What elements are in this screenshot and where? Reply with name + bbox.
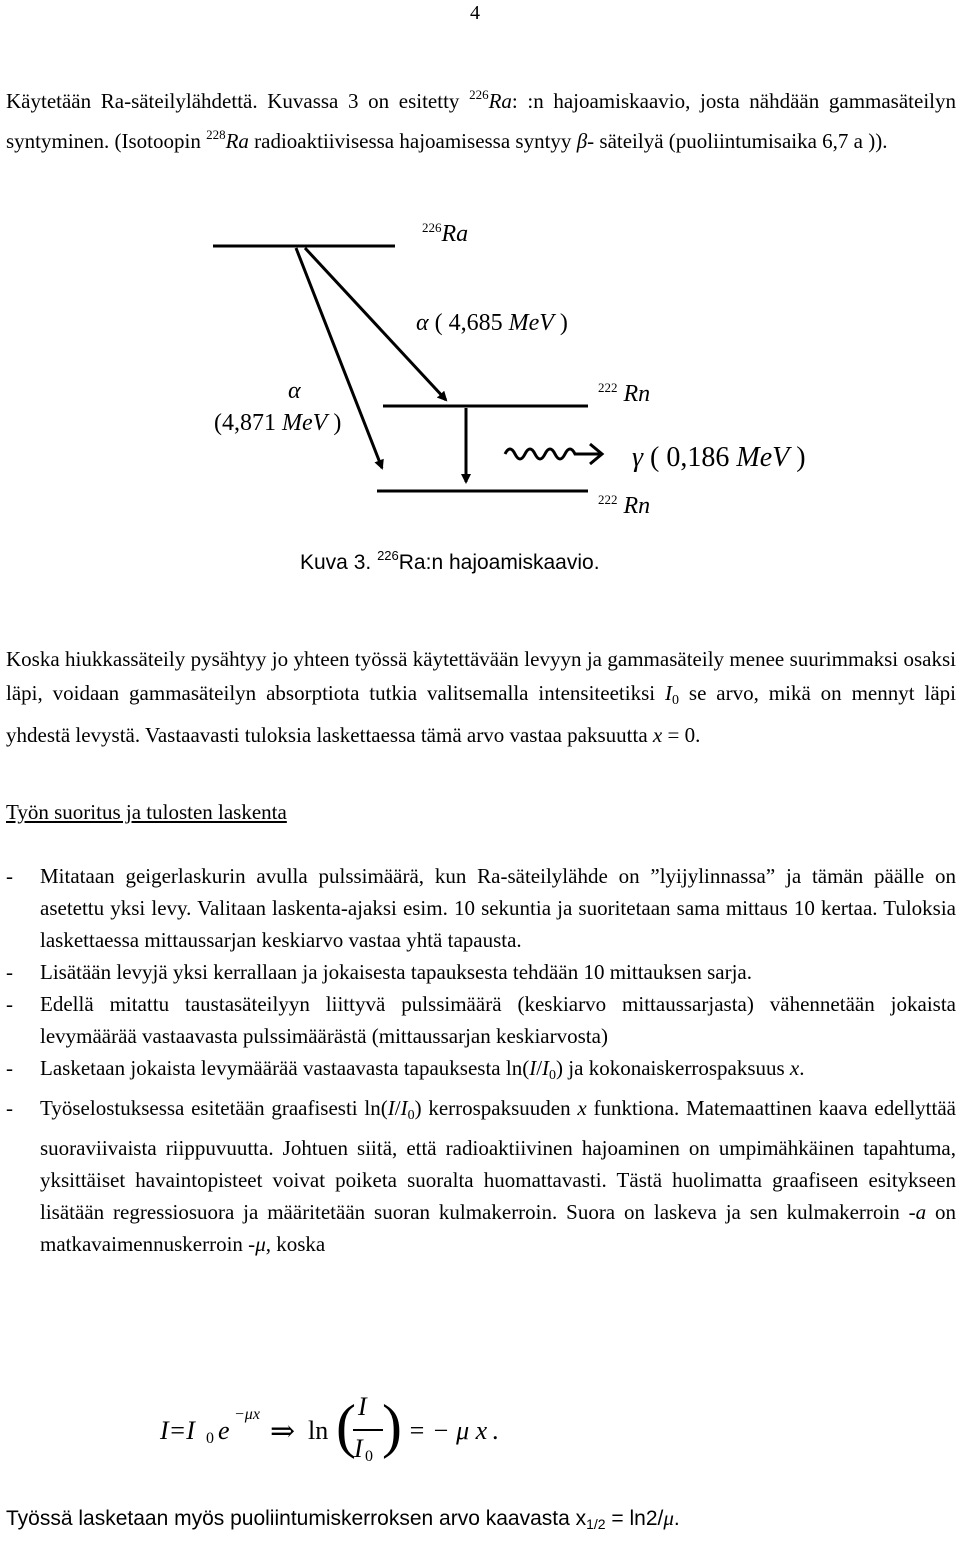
formula-rhs: = − μ x	[408, 1416, 488, 1445]
procedure-step-1: - Mitataan geigerlaskurin avulla pulssimäärä, kun Ra-säteilylähde on ”lyijylinnassa” ja tämän päälle on asetettu yksi levy. Valitaan laskenta-ajaksi esim. 10 sekuntia ja suoritetaan sama mittaus 10 kertaa. Tuloksia laskettaessa mittaussarjan keskiarvo vastaa yhtä tapausta.	[6, 864, 956, 952]
intro-isotope-ra: Ra	[488, 89, 512, 113]
procedure-step-4: - Lasketaan jokaista levymäärää vastaavasta tapauksesta $\ln(I/I_0)$ ja kokonaiskerrospaksuus x.	[6, 1056, 805, 1083]
rn222-ground-label: $^{222}$ Rn	[598, 492, 651, 519]
section-heading: Työn suoritus ja tulosten laskenta	[6, 800, 287, 824]
attenuation-formula	[160, 1392, 520, 1472]
intro-text-3: radioaktiivisessa hajoamisessa syntyy	[248, 129, 577, 153]
rn222-excited-label: $^{222}$ Rn	[598, 380, 651, 407]
alpha-4871-symbol: α	[288, 378, 301, 404]
formula-e: e	[218, 1416, 230, 1445]
page-number: 4	[470, 2, 480, 24]
procedure-step-2: - Lisätään levyjä yksi kerrallaan ja jokaisesta tapauksesta tehdään 10 mittauksen sarja.	[6, 960, 752, 984]
intro-text-4: - säteilyä (puoliintumisaika 6,7 a )).	[587, 129, 888, 153]
formula-left-paren: (	[336, 1393, 356, 1459]
gamma-wave-icon	[505, 449, 600, 459]
formula-ln: ln	[308, 1416, 329, 1445]
formula-denominator: I	[354, 1434, 363, 1463]
formula-numerator: I	[358, 1392, 367, 1421]
intro-isotope-ra-228: Ra	[225, 129, 249, 153]
intro-text-1: Käytetään Ra-säteilylähdettä. Kuvassa 3 on esitetty	[6, 89, 470, 113]
thickness-variable: x	[652, 723, 663, 747]
ra226-label: $^{226}$Ra	[422, 220, 469, 247]
procedure-list	[0, 860, 956, 1260]
alpha-4871-energy-label: (4,871 MeV )	[214, 410, 342, 436]
alpha-4685-label: α ( 4,685 MeV )	[416, 310, 568, 336]
implies-arrow-icon: ⇒	[270, 1415, 296, 1448]
beta-symbol: β	[576, 129, 588, 153]
intensity-variable: I	[664, 681, 672, 705]
absorption-paragraph: Koska hiukkassäteily pysähtyy jo yhteen työssä käytettävään levyyn ja gammasäteily menee suurimmaksi osaksi läpi, voidaan gammasäteilyn absorptiota tutkia valitsemalla intensiteetiksi $I_0$ se arvo, mikä on mennyt läpi yhdestä levystä. Vastaavasti tuloksia laskettaessa tämä arvo vastaa paksuutta x = 0.	[6, 647, 956, 747]
decay-diagram	[0, 210, 960, 550]
formula-right-paren: )	[382, 1393, 402, 1459]
gamma-label: γ ( 0,186 MeV )	[632, 442, 806, 473]
intro-paragraph	[6, 78, 956, 158]
procedure-step-3: - Edellä mitattu taustasäteilyyn liittyvä pulssimäärä (keskiarvo mittaussarjasta) vähennetään jokaista levymäärää vastaavasta pulssimäärästä (mittaussarjan keskiarvosta)	[6, 992, 956, 1048]
figure-caption: Kuva 3. $^{226}$Ra:n hajoamiskaavio.	[300, 548, 600, 574]
procedure-step-5: - Työselostuksessa esitetään graafisesti $\ln(I/I_0)$ kerrospaksuuden x funktiona. Matemaattinen kaava edellyttää suoraviivaista riippuvuutta. Johtuen siitä, että radioaktiivinen hajoaminen on umpimähkäinen tapahtuma, yksittäiset havaintopisteet voivat poiketa suoralta huomattavasti. Tästä huolimatta graafiseen esitykseen lisätään regressiosuora ja määritetään suoran kulmakerroin. Suora on laskeva ja sen kulmakerroin -a on matkavaimennuskerroin -μ, koska	[6, 1096, 956, 1256]
formula-lhs: I=I	[160, 1416, 195, 1445]
formula-exponent: −μx	[234, 1406, 260, 1423]
intro-text-2: : :n hajoamiskaavio, josta nähdään gammasäteilyn syntyminen. (Isotoopin	[6, 89, 957, 153]
half-value-layer-line: Työssä lasketaan myös puoliintumiskerroksen arvo kaavasta $x_{1/2} = \ln 2/\mu$.	[6, 1506, 680, 1532]
formula-denominator-sub: 0	[365, 1448, 373, 1465]
formula-period: .	[492, 1416, 499, 1445]
intro-sup-226: 226	[469, 87, 489, 102]
formula-lhs-sub: 0	[206, 1430, 214, 1447]
intro-sup-228: 228	[206, 127, 226, 142]
formula-fraction-bar	[353, 1429, 383, 1431]
decay-diagram-svg	[0, 210, 960, 550]
